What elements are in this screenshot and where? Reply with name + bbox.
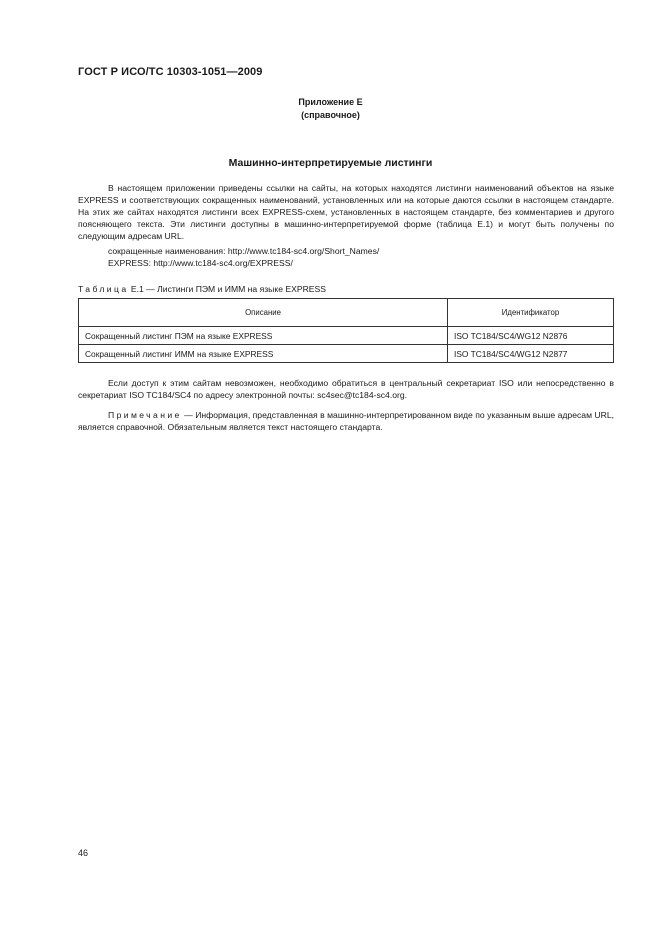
table-caption-text: Е.1 — Листинги ПЭМ и ИММ на языке EXPRESS [128,284,326,294]
note-text: — Информация, представленная в машинно-интерпретированном виде по указанным выше адресам URL, является справочной. Обязательным является текст настоящего стандарта. [78,410,614,433]
annex-subtitle: (справочное) [301,110,360,120]
access-paragraph: Если доступ к этим сайтам невозможен, необходимо обратиться в центральный секретариат ISO или непосредственно в секретариат ISO TC184/SC4 по адресу электронной почты: sc4sec@tc184-sc4.org. [78,378,614,401]
url-line-express: EXPRESS: http://www.tc184-sc4.org/EXPRESS/ [108,258,293,268]
table-caption [78,284,326,294]
section-title: Машинно-интерпретируемые листинги [228,157,433,169]
note-label: Примечание [108,410,182,420]
table-header-row [79,299,614,327]
annex-title: Приложение Е [298,97,363,107]
url-list [78,245,614,269]
page-number: 46 [78,848,89,858]
table-cell-description: Сокращенный листинг ИММ на языке EXPRESS [79,345,448,363]
note-paragraph [78,409,614,433]
table-cell-description: Сокращенный листинг ПЭМ на языке EXPRESS [79,327,448,345]
table-header-description: Описание [79,299,448,327]
listings-table [78,298,614,363]
table-cell-identifier: ISO TC184/SC4/WG12 N2876 [448,327,614,345]
table-cell-identifier: ISO TC184/SC4/WG12 N2877 [448,345,614,363]
url-line-short-names: сокращенные наименования: http://www.tc184-sc4.org/Short_Names/ [108,246,380,256]
intro-paragraph: В настоящем приложении приведены ссылки на сайты, на которых находятся листинги наименований объектов на языке EXPRESS и соответствующих сокращенных наименований, установленных или на которые даются ссылки в настоящем стандарте. На этих же сайтах находятся листинги всех EXPRESS-схем, установленных в настоящем стандарте, без комментариев и другого поясняющего текста. Эти листинги доступны в машинно-интерпретируемой форме (таблица Е.1) и могут быть получены по следующим адресам URL. [78,183,614,242]
table-row [79,345,614,363]
document-code-header: ГОСТ Р ИСО/ТС 10303-1051—2009 [78,66,263,78]
table-row [79,327,614,345]
table-header-identifier: Идентификатор [448,299,614,327]
table-caption-prefix: Таблица [78,284,129,294]
